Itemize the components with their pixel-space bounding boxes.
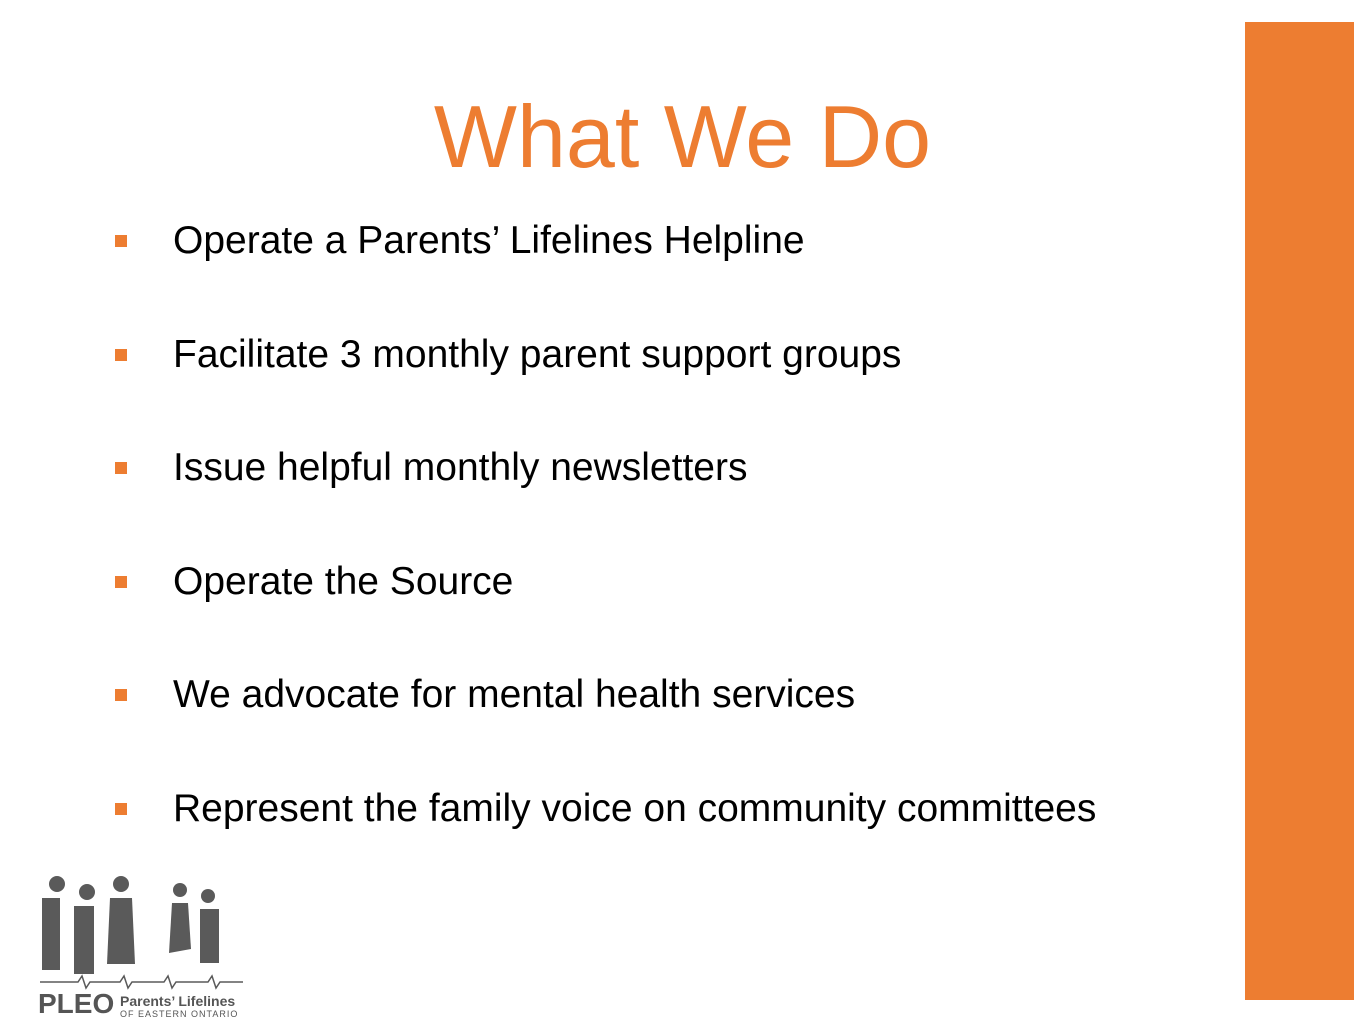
bullet-text: Represent the family voice on community committees bbox=[173, 786, 1097, 830]
bullet-list bbox=[115, 214, 1240, 896]
pleo-logo bbox=[38, 874, 253, 1020]
bullet-text: Issue helpful monthly newsletters bbox=[173, 446, 748, 490]
bullet-item bbox=[115, 782, 1240, 896]
square-bullet-icon bbox=[115, 235, 127, 247]
logo-wordmark: PLEO bbox=[38, 988, 115, 1019]
bullet-item bbox=[115, 555, 1240, 669]
bullet-item bbox=[115, 668, 1240, 782]
bullet-text: We advocate for mental health services bbox=[173, 673, 856, 717]
bullet-text: Facilitate 3 monthly parent support groups bbox=[173, 332, 902, 376]
family-figures-icon bbox=[38, 874, 253, 992]
square-bullet-icon bbox=[115, 576, 127, 588]
logo-subtitle: OF EASTERN ONTARIO bbox=[120, 1009, 239, 1019]
bullet-text: Operate the Source bbox=[173, 559, 514, 603]
square-bullet-icon bbox=[115, 803, 127, 815]
bullet-item bbox=[115, 441, 1240, 555]
logo-name: Parents’ Lifelines bbox=[120, 993, 236, 1009]
bullet-item bbox=[115, 328, 1240, 442]
square-bullet-icon bbox=[115, 462, 127, 474]
slide-title: What We Do bbox=[433, 87, 932, 186]
square-bullet-icon bbox=[115, 349, 127, 361]
bullet-item bbox=[115, 214, 1240, 328]
bullet-text: Operate a Parents’ Lifelines Helpline bbox=[173, 219, 805, 262]
square-bullet-icon bbox=[115, 689, 127, 701]
